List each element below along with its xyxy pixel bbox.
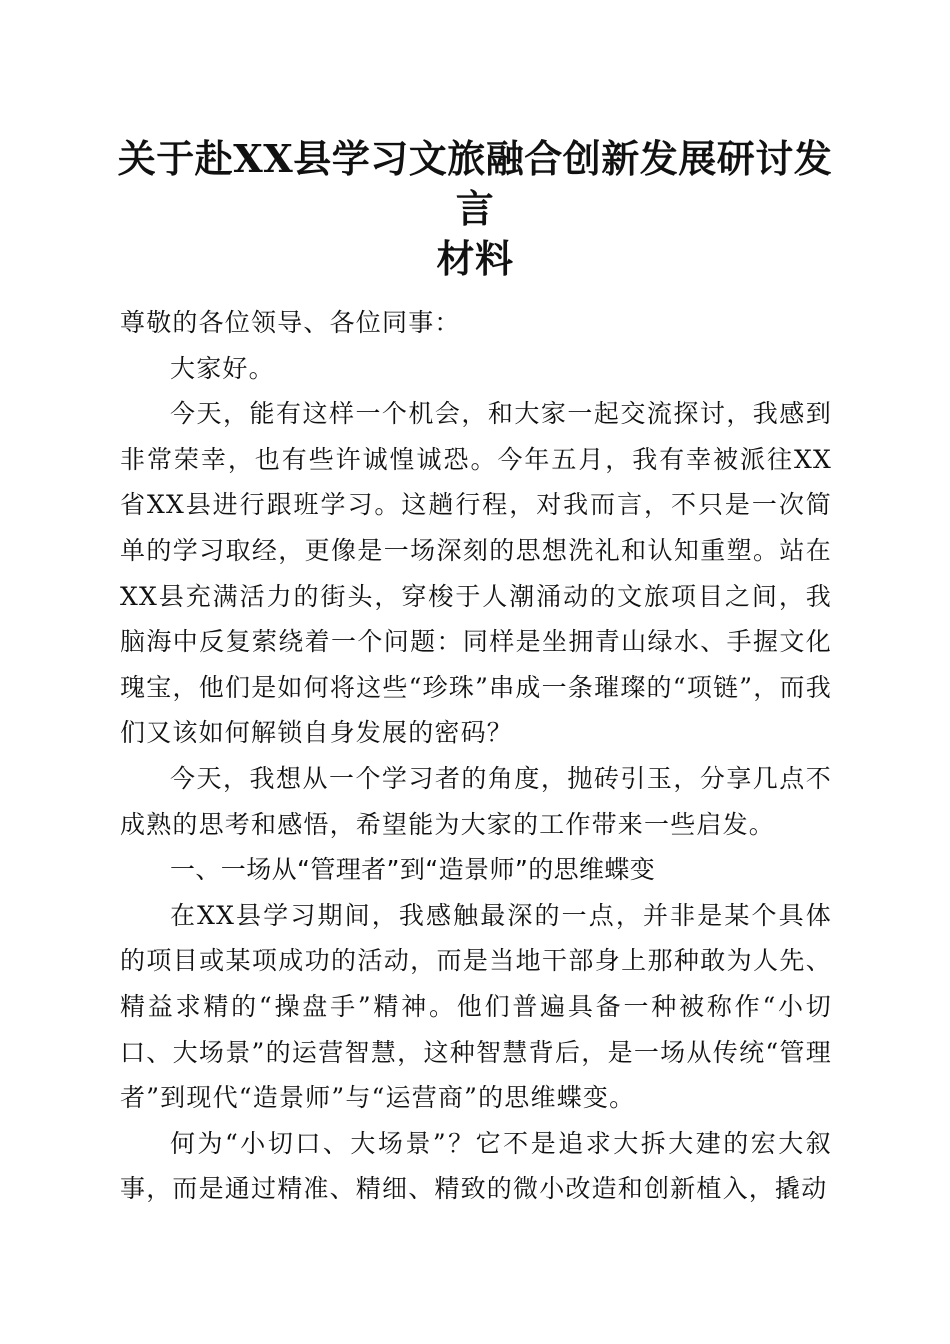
section-1-heading: 一、一场从“管理者”到“造景师”的思维蝶变: [170, 855, 656, 885]
paragraph-greeting: 大家好。: [170, 353, 275, 383]
document-title: [100, 134, 850, 284]
section-1-paragraph-2: 何为“小切口、大场景”？它不是追求大拆大建的宏大叙事，而是通过精准、精细、精致的微小改造和创新植入，撬动: [120, 1128, 832, 1204]
title-line-1: 关于赴XX县学习文旅融合创新发展研讨发言: [117, 136, 833, 231]
document-body: [120, 300, 832, 1212]
title-line-2: 材料: [436, 236, 514, 281]
salutation: 尊敬的各位领导、各位同事：: [120, 308, 461, 337]
section-1-paragraph-1: 在XX县学习期间，我感触最深的一点，并非是某个具体的项目或某项成功的活动，而是当地干部身上那种敢为人先、精益求精的“操盘手”精神。他们普遍具备一种被称作“小切口、大场景”的运营智慧，这种智慧背后，是一场从传统“管理者”到现代“造景师”与“运营商”的思维蝶变。: [120, 900, 832, 1113]
paragraph-purpose: 今天，我想从一个学习者的角度，抛砖引玉，分享几点不成熟的思考和感悟，希望能为大家的工作带来一些启发。: [120, 763, 832, 839]
paragraph-intro: 今天，能有这样一个机会，和大家一起交流探讨，我感到非常荣幸，也有些许诚惶诚恐。今年五月，我有幸被派往XX省XX县进行跟班学习。这趟行程，对我而言，不只是一次简单的学习取经，更像是一场深刻的思想洗礼和认知重塑。站在XX县充满活力的街头，穿梭于人潮涌动的文旅项目之间，我脑海中反复萦绕着一个问题：同样是坐拥青山绿水、手握文化瑰宝，他们是如何将这些“珍珠”串成一条璀璨的“项链”，而我们又该如何解锁自身发展的密码？: [120, 399, 832, 748]
